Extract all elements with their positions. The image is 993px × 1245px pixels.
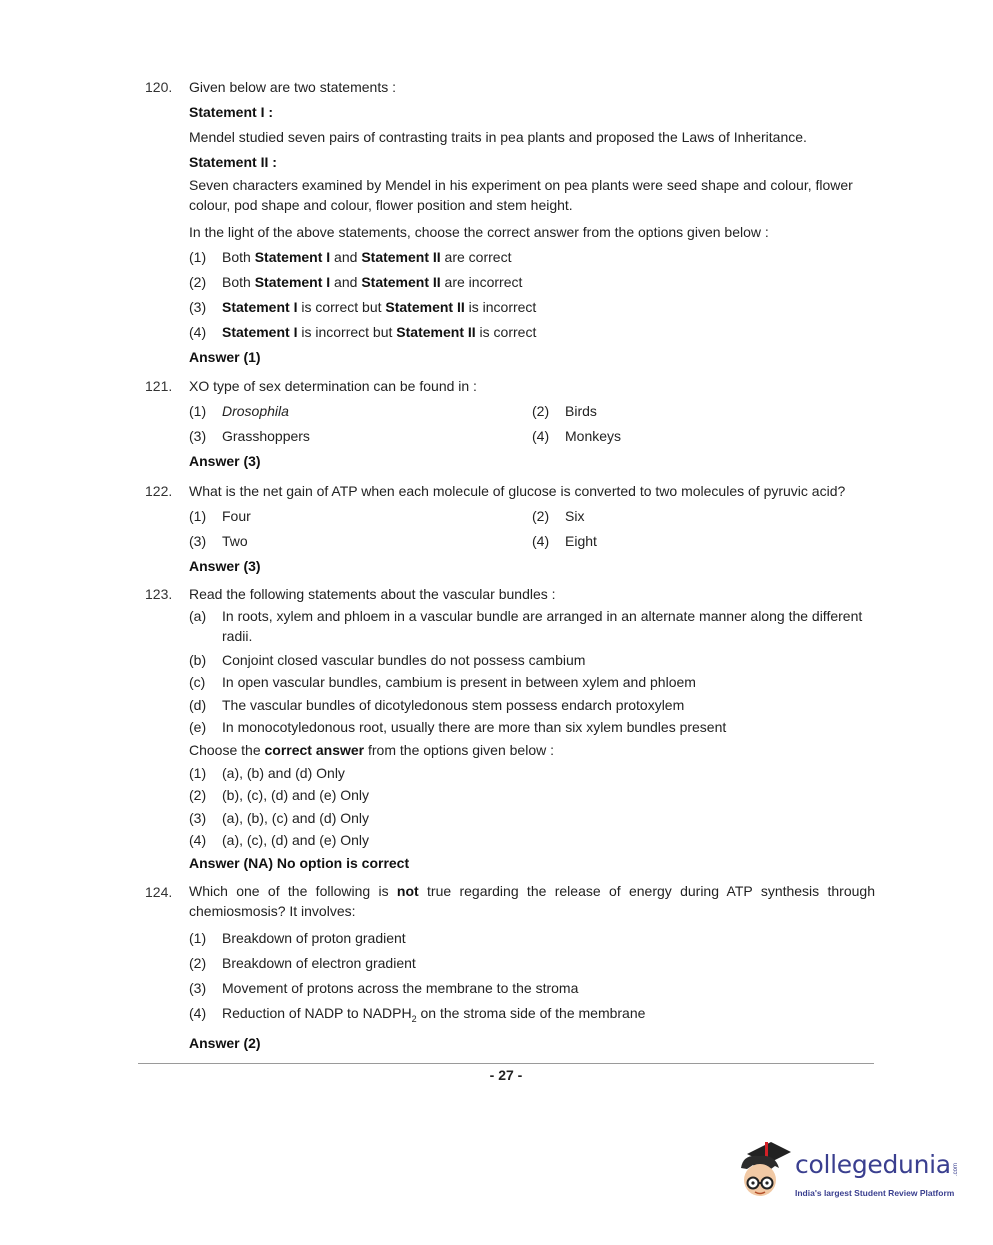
option-2: (2) Breakdown of electron gradient bbox=[189, 955, 416, 971]
option-3: (3) Statement I is correct but Statement II is incorrect bbox=[189, 295, 875, 320]
statement-1-label: Statement I : bbox=[189, 104, 274, 120]
statement-e: (e) In monocotyledonous root, usually there are more than six xylem bundles present bbox=[189, 719, 727, 736]
option-2: (2) Birds bbox=[532, 403, 597, 419]
option-1: (1) Breakdown of proton gradient bbox=[189, 930, 406, 946]
statement-2-label: Statement II : bbox=[189, 154, 277, 170]
option-4: (4) Reduction of NADP to $NADPH_2$ on the stroma side of the membrane bbox=[189, 1005, 646, 1024]
question-number: 123. bbox=[145, 586, 173, 602]
mascot-icon bbox=[735, 1138, 795, 1208]
answer: Answer (2) bbox=[189, 1035, 261, 1051]
question-124 bbox=[145, 880, 875, 1056]
question-instruction: In the light of the above statements, choose the correct answer from the options given below : bbox=[189, 224, 769, 240]
logo-domain: .com bbox=[953, 1163, 959, 1177]
question-text: What is the net gain of ATP when each molecule of glucose is converted to two molecules of pyruvic acid? bbox=[189, 483, 846, 499]
option-row bbox=[189, 529, 875, 554]
option-number: (4) bbox=[189, 324, 207, 340]
option-2: (2) Both Statement I and Statement II are incorrect bbox=[189, 270, 875, 295]
question-121 bbox=[145, 374, 875, 474]
question-123 bbox=[145, 583, 875, 875]
option-1: (1) (a), (b) and (d) Only bbox=[189, 764, 345, 781]
question-intro: Given below are two statements : bbox=[189, 79, 396, 95]
option-2: (2) Six bbox=[532, 508, 585, 524]
answer: Answer (1) bbox=[189, 349, 261, 365]
question-120 bbox=[145, 75, 875, 370]
option-1: (1) Four bbox=[189, 508, 251, 524]
statement-1-text: Mendel studied seven pairs of contrasting traits in pea plants and proposed the Laws of Inheritance. bbox=[189, 129, 807, 145]
statement-a: (a) In roots, xylem and phloem in a vascular bundle are arranged in an alternate manner along the different radii. bbox=[189, 607, 863, 644]
statement-b: (b) Conjoint closed vascular bundles do not possess cambium bbox=[189, 651, 586, 668]
answer: Answer (3) bbox=[189, 558, 261, 574]
option-number: (3) bbox=[189, 299, 207, 315]
logo-wordmark: collegedunia bbox=[795, 1150, 951, 1179]
option-number: (2) bbox=[189, 274, 207, 290]
question-number: 121. bbox=[145, 378, 173, 394]
option-3: (3) Movement of protons across the membrane to the stroma bbox=[189, 980, 579, 996]
option-3: (3) (a), (b), (c) and (d) Only bbox=[189, 809, 370, 826]
question-number: 124. bbox=[145, 884, 173, 900]
option-2: (2) (b), (c), (d) and (e) Only bbox=[189, 787, 370, 804]
option-1: (1) Drosophila bbox=[189, 403, 289, 419]
answer: Answer (NA) No option is correct bbox=[189, 854, 410, 871]
statement-2-text: Seven characters examined by Mendel in his experiment on pea plants were seed shape and colour, flower colour, pod shape and colour, flower position and stem height. bbox=[189, 177, 853, 213]
question-instruction: Choose the correct answer from the options given below : bbox=[189, 741, 554, 758]
question-text: Which one of the following is not true regarding the release of energy during ATP synthesis through chemiosmosis? It involves: bbox=[189, 883, 875, 919]
option-4: (4) Statement I is incorrect but Statement II is correct bbox=[189, 320, 875, 345]
option-row bbox=[189, 504, 875, 529]
statement-d: (d) The vascular bundles of dicotyledonous stem possess endarch protoxylem bbox=[189, 696, 685, 713]
page-number: - 27 - bbox=[489, 1067, 523, 1083]
logo-tagline: India's largest Student Review Platform bbox=[795, 1188, 955, 1198]
question-number: 122. bbox=[145, 483, 173, 499]
option-number: (1) bbox=[189, 249, 207, 265]
question-text: Read the following statements about the vascular bundles : bbox=[189, 586, 556, 602]
question-122 bbox=[145, 479, 875, 579]
option-4: (4) Monkeys bbox=[532, 428, 622, 444]
option-3: (3) Grasshoppers bbox=[189, 428, 310, 444]
option-row bbox=[189, 399, 875, 424]
option-3: (3) Two bbox=[189, 533, 248, 549]
option-4: (4) (a), (c), (d) and (e) Only bbox=[189, 832, 370, 849]
footer-divider bbox=[138, 1063, 874, 1064]
statement-c: (c) In open vascular bundles, cambium is present in between xylem and phloem bbox=[189, 674, 696, 691]
collegedunia-logo bbox=[735, 1138, 965, 1208]
option-4: (4) Eight bbox=[532, 533, 597, 549]
question-text: XO type of sex determination can be found in : bbox=[189, 378, 477, 394]
option-row bbox=[189, 424, 875, 449]
question-number: 120. bbox=[145, 79, 173, 95]
option-1: (1) Both Statement I and Statement II are correct bbox=[189, 245, 875, 270]
answer: Answer (3) bbox=[189, 453, 261, 469]
